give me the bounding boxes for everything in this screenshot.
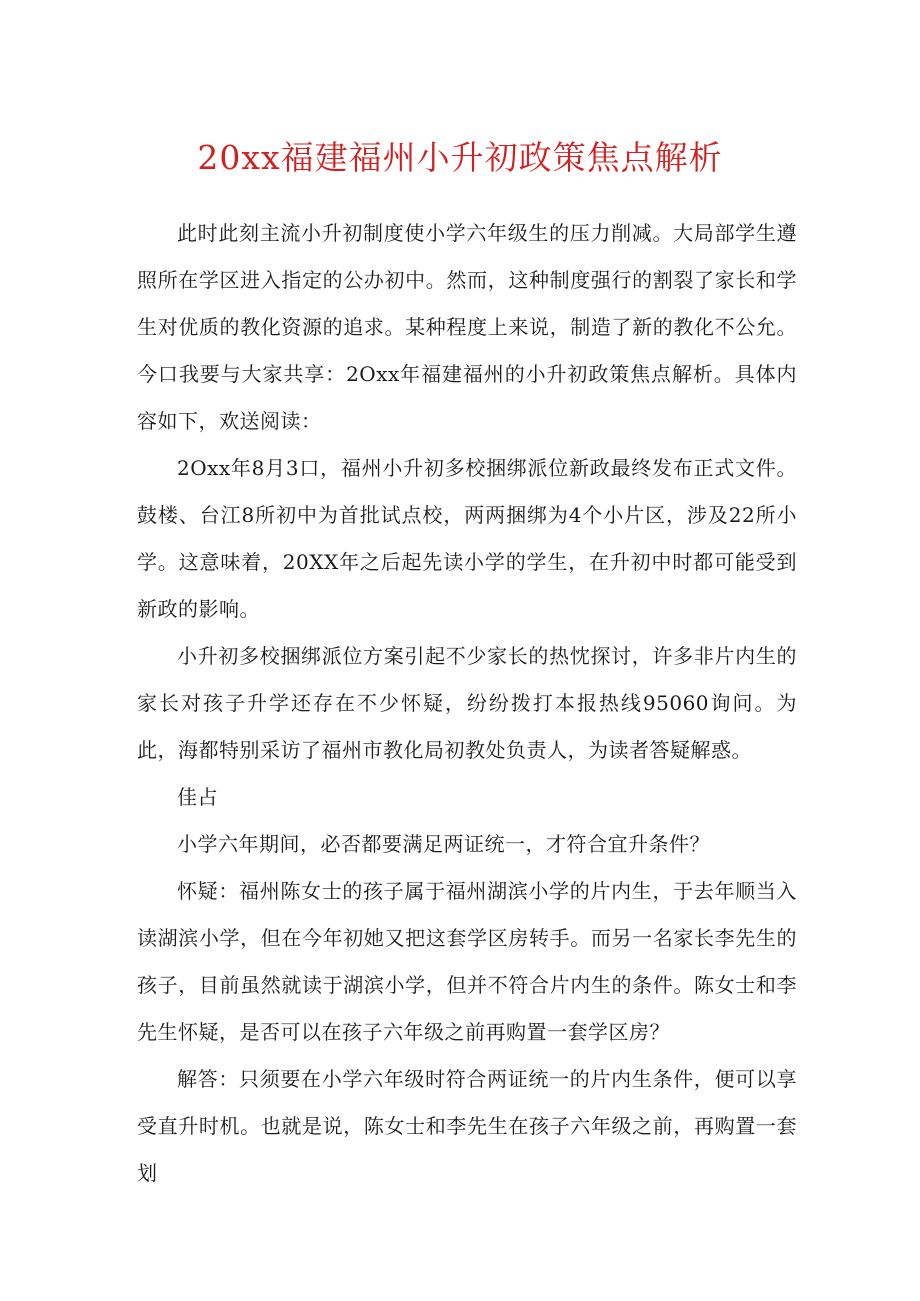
paragraph-policy-release: 2Oxx年8月3口，福州小升初多校捆绑派位新政最终发布正式文件。鼓楼、台江8所初中为首批试点校，两两捆绑为4个小片区，涉及22所小学。这意味着，20XX年之后起先读小学的学生，在升初中时都可能受到新政的影响。 bbox=[137, 456, 797, 621]
document-body bbox=[137, 210, 797, 1197]
paragraph-parent-concerns: 小升初多校捆绑派位方案引起不少家长的热忱探讨，许多非片内生的家长对孩子升学还存在不少怀疑，纷纷拨打本报热线95060询问。为此，海都特别采访了福州市教化局初教处负责人，为读者答疑解惑。 bbox=[137, 644, 797, 762]
paragraph-focus-heading: 佳占 bbox=[177, 785, 218, 809]
paragraph-intro: 此时此刻主流小升初制度使小学六年级生的压力削减。大局部学生遵照所在学区进入指定的公办初中。然而，这种制度强行的割裂了家长和学生对优质的教化资源的追求。某种程度上来说，制造了新的教化不公允。今口我要与大家共享：2Oxx年福建福州的小升初政策焦点解析。具体内容如下，欢送阅读： bbox=[137, 221, 797, 433]
paragraph-doubt: 怀疑：福州陈女士的孩子属于福州湖滨小学的片内生，于去年顺当入读湖滨小学，但在今年初她又把这套学区房转手。而另一名家长李先生的孩子，目前虽然就读于湖滨小学，但并不符合片内生的条件。陈女士和李先生怀疑，是否可以在孩子六年级之前再购置一套学区房？ bbox=[137, 879, 797, 1044]
document-title: 20xx福建福州小升初政策焦点解析 bbox=[197, 138, 723, 177]
paragraph-answer: 解答：只须要在小学六年级时符合两证统一的片内生条件，便可以享受直升时机。也就是说，陈女士和李先生在孩子六年级之前，再购置一套划 bbox=[137, 1067, 797, 1185]
paragraph-question: 小学六年期间，必否都要满足两证统一，才符合宜升条件？ bbox=[177, 832, 710, 856]
